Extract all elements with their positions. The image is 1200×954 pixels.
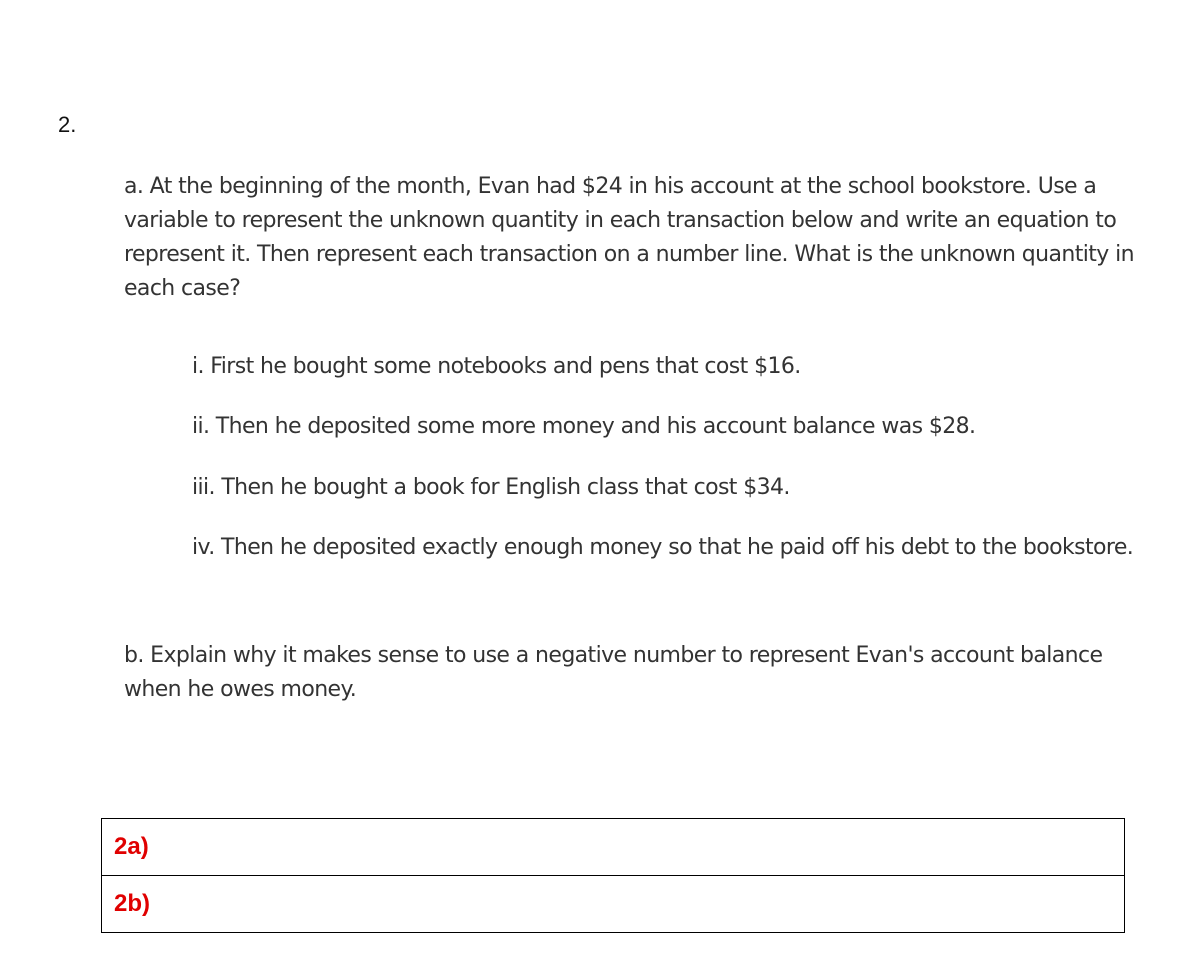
question-number: 2. <box>58 112 77 137</box>
transaction-ii: ii. Then he deposited some more money and his account balance was $28. <box>192 414 976 439</box>
answer-label-2a: 2a) <box>114 833 149 860</box>
answer-row-2b <box>102 876 1125 933</box>
part-a-prompt: a. At the beginning of the month, Evan had $24 in his account at the school bookstore. Use a variable to represent the unknown quantity in each transaction below and write an equation to represent it. Then represent each transaction on a number line. What is the unknown quantity in each case? <box>124 174 1134 301</box>
answer-cell-2a[interactable] <box>102 819 1125 876</box>
transaction-iv: iv. Then he deposited exactly enough money so that he paid off his debt to the bookstore. <box>192 535 1134 560</box>
transaction-iii: iii. Then he bought a book for English class that cost $34. <box>192 475 790 500</box>
answer-cell-2b[interactable] <box>102 876 1125 933</box>
transaction-i: i. First he bought some notebooks and pens that cost $16. <box>192 354 801 379</box>
part-b-prompt: b. Explain why it makes sense to use a negative number to represent Evan's account balance when he owes money. <box>124 643 1103 702</box>
answer-row-2a <box>102 819 1125 876</box>
answer-table <box>101 818 1125 933</box>
answer-label-2b: 2b) <box>114 890 150 917</box>
